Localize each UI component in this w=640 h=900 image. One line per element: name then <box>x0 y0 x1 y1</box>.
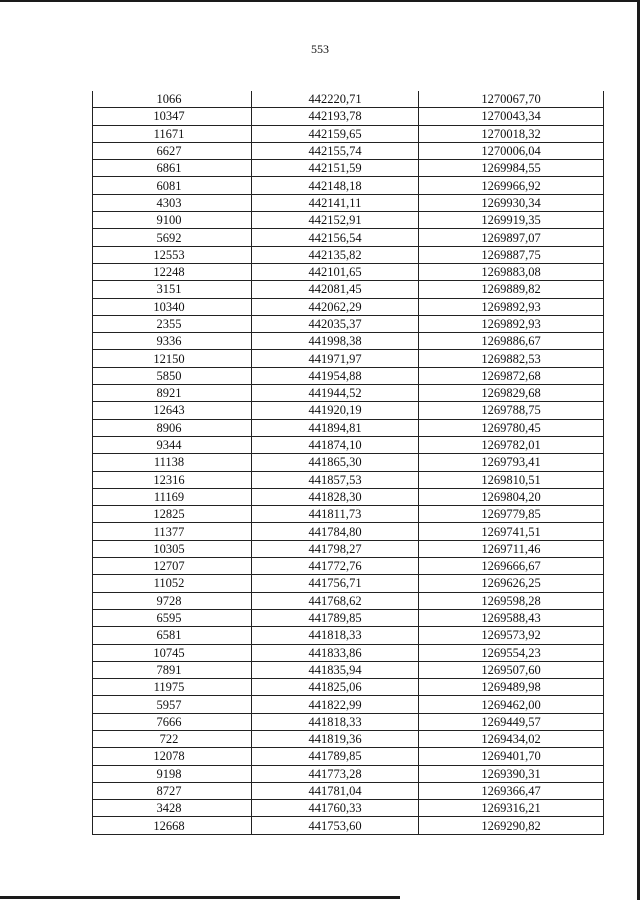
table-row <box>93 142 604 159</box>
y-coordinate-cell: 1270006,04 <box>419 142 604 159</box>
y-coordinate-cell: 1269316,21 <box>419 800 604 817</box>
x-coordinate-cell: 441835,94 <box>252 661 419 678</box>
point-number-cell: 9100 <box>93 212 252 229</box>
x-coordinate-cell: 441789,85 <box>252 748 419 765</box>
table-row <box>93 748 604 765</box>
point-number-cell: 2355 <box>93 315 252 332</box>
x-coordinate-cell: 441789,85 <box>252 609 419 626</box>
x-coordinate-cell: 441828,30 <box>252 488 419 505</box>
y-coordinate-cell: 1269366,47 <box>419 782 604 799</box>
table-row <box>93 782 604 799</box>
y-coordinate-cell: 1269782,01 <box>419 436 604 453</box>
table-row <box>93 575 604 592</box>
table-row <box>93 817 604 834</box>
point-number-cell: 10745 <box>93 644 252 661</box>
page-number: 553 <box>311 42 329 56</box>
point-number-cell: 9198 <box>93 765 252 782</box>
table-row <box>93 108 604 125</box>
table-row <box>93 91 604 108</box>
y-coordinate-cell: 1269779,85 <box>419 506 604 523</box>
y-coordinate-cell: 1269788,75 <box>419 402 604 419</box>
x-coordinate-cell: 441944,52 <box>252 385 419 402</box>
y-coordinate-cell: 1269804,20 <box>419 488 604 505</box>
x-coordinate-cell: 441753,60 <box>252 817 419 834</box>
point-number-cell: 8906 <box>93 419 252 436</box>
y-coordinate-cell: 1269966,92 <box>419 177 604 194</box>
table-row <box>93 730 604 747</box>
point-number-cell: 11377 <box>93 523 252 540</box>
x-coordinate-cell: 442193,78 <box>252 108 419 125</box>
point-number-cell: 6081 <box>93 177 252 194</box>
table-row <box>93 246 604 263</box>
y-coordinate-cell: 1269810,51 <box>419 471 604 488</box>
y-coordinate-cell: 1269930,34 <box>419 194 604 211</box>
table-row <box>93 194 604 211</box>
x-coordinate-cell: 442155,74 <box>252 142 419 159</box>
table-row <box>93 471 604 488</box>
y-coordinate-cell: 1269897,07 <box>419 229 604 246</box>
y-coordinate-cell: 1269401,70 <box>419 748 604 765</box>
x-coordinate-cell: 441894,81 <box>252 419 419 436</box>
point-number-cell: 6595 <box>93 609 252 626</box>
point-number-cell: 5850 <box>93 367 252 384</box>
table-row <box>93 661 604 678</box>
x-coordinate-cell: 441781,04 <box>252 782 419 799</box>
point-number-cell: 3151 <box>93 281 252 298</box>
y-coordinate-cell: 1269434,02 <box>419 730 604 747</box>
x-coordinate-cell: 441819,36 <box>252 730 419 747</box>
table-row <box>93 800 604 817</box>
x-coordinate-cell: 442101,65 <box>252 263 419 280</box>
table-row <box>93 315 604 332</box>
point-number-cell: 5957 <box>93 696 252 713</box>
y-coordinate-cell: 1269793,41 <box>419 454 604 471</box>
x-coordinate-cell: 441825,06 <box>252 679 419 696</box>
table-row <box>93 540 604 557</box>
y-coordinate-cell: 1270067,70 <box>419 91 604 108</box>
point-number-cell: 722 <box>93 730 252 747</box>
table-row <box>93 454 604 471</box>
y-coordinate-cell: 1269666,67 <box>419 558 604 575</box>
point-number-cell: 12316 <box>93 471 252 488</box>
table-row <box>93 419 604 436</box>
x-coordinate-cell: 442220,71 <box>252 91 419 108</box>
table-row <box>93 627 604 644</box>
x-coordinate-cell: 442141,11 <box>252 194 419 211</box>
point-number-cell: 11169 <box>93 488 252 505</box>
y-coordinate-cell: 1269780,45 <box>419 419 604 436</box>
x-coordinate-cell: 442062,29 <box>252 298 419 315</box>
y-coordinate-cell: 1269872,68 <box>419 367 604 384</box>
table-row <box>93 385 604 402</box>
x-coordinate-cell: 441822,99 <box>252 696 419 713</box>
y-coordinate-cell: 1269554,23 <box>419 644 604 661</box>
x-coordinate-cell: 442151,59 <box>252 160 419 177</box>
x-coordinate-cell: 442159,65 <box>252 125 419 142</box>
table-row <box>93 281 604 298</box>
table-row <box>93 713 604 730</box>
table-row <box>93 298 604 315</box>
x-coordinate-cell: 442081,45 <box>252 281 419 298</box>
x-coordinate-cell: 441920,19 <box>252 402 419 419</box>
table-row <box>93 367 604 384</box>
point-number-cell: 5692 <box>93 229 252 246</box>
point-number-cell: 12553 <box>93 246 252 263</box>
y-coordinate-cell: 1269883,08 <box>419 263 604 280</box>
table-row <box>93 696 604 713</box>
table-row <box>93 229 604 246</box>
point-number-cell: 8727 <box>93 782 252 799</box>
point-number-cell: 8921 <box>93 385 252 402</box>
point-number-cell: 6627 <box>93 142 252 159</box>
y-coordinate-cell: 1269573,92 <box>419 627 604 644</box>
x-coordinate-cell: 441756,71 <box>252 575 419 592</box>
y-coordinate-cell: 1269889,82 <box>419 281 604 298</box>
y-coordinate-cell: 1269829,68 <box>419 385 604 402</box>
y-coordinate-cell: 1269919,35 <box>419 212 604 229</box>
x-coordinate-cell: 441811,73 <box>252 506 419 523</box>
x-coordinate-cell: 441818,33 <box>252 713 419 730</box>
x-coordinate-cell: 441998,38 <box>252 333 419 350</box>
y-coordinate-cell: 1269882,53 <box>419 350 604 367</box>
table-row <box>93 488 604 505</box>
point-number-cell: 12707 <box>93 558 252 575</box>
y-coordinate-cell: 1269489,98 <box>419 679 604 696</box>
y-coordinate-cell: 1269449,57 <box>419 713 604 730</box>
x-coordinate-cell: 441954,88 <box>252 367 419 384</box>
y-coordinate-cell: 1269711,46 <box>419 540 604 557</box>
y-coordinate-cell: 1269741,51 <box>419 523 604 540</box>
y-coordinate-cell: 1269892,93 <box>419 298 604 315</box>
point-number-cell: 10305 <box>93 540 252 557</box>
table-row <box>93 765 604 782</box>
point-number-cell: 9728 <box>93 592 252 609</box>
x-coordinate-cell: 441857,53 <box>252 471 419 488</box>
x-coordinate-cell: 441772,76 <box>252 558 419 575</box>
point-number-cell: 12825 <box>93 506 252 523</box>
point-number-cell: 3428 <box>93 800 252 817</box>
table-row <box>93 506 604 523</box>
table-body <box>93 91 604 834</box>
table-row <box>93 125 604 142</box>
y-coordinate-cell: 1269984,55 <box>419 160 604 177</box>
table-row <box>93 402 604 419</box>
y-coordinate-cell: 1269892,93 <box>419 315 604 332</box>
table-row <box>93 592 604 609</box>
table-row <box>93 350 604 367</box>
point-number-cell: 10340 <box>93 298 252 315</box>
scan-edge-top <box>0 0 640 2</box>
y-coordinate-cell: 1269290,82 <box>419 817 604 834</box>
point-number-cell: 6581 <box>93 627 252 644</box>
point-number-cell: 11975 <box>93 679 252 696</box>
y-coordinate-cell: 1269626,25 <box>419 575 604 592</box>
y-coordinate-cell: 1269462,00 <box>419 696 604 713</box>
point-number-cell: 1066 <box>93 91 252 108</box>
point-number-cell: 7891 <box>93 661 252 678</box>
y-coordinate-cell: 1269390,31 <box>419 765 604 782</box>
point-number-cell: 12643 <box>93 402 252 419</box>
x-coordinate-cell: 441874,10 <box>252 436 419 453</box>
x-coordinate-cell: 441798,27 <box>252 540 419 557</box>
table-row <box>93 212 604 229</box>
x-coordinate-cell: 442135,82 <box>252 246 419 263</box>
x-coordinate-cell: 441971,97 <box>252 350 419 367</box>
x-coordinate-cell: 441865,30 <box>252 454 419 471</box>
x-coordinate-cell: 441768,62 <box>252 592 419 609</box>
x-coordinate-cell: 442035,37 <box>252 315 419 332</box>
table-row <box>93 558 604 575</box>
y-coordinate-cell: 1269507,60 <box>419 661 604 678</box>
x-coordinate-cell: 442148,18 <box>252 177 419 194</box>
x-coordinate-cell: 441833,86 <box>252 644 419 661</box>
point-number-cell: 11052 <box>93 575 252 592</box>
point-number-cell: 12078 <box>93 748 252 765</box>
y-coordinate-cell: 1269887,75 <box>419 246 604 263</box>
point-number-cell: 10347 <box>93 108 252 125</box>
x-coordinate-cell: 441760,33 <box>252 800 419 817</box>
point-number-cell: 12248 <box>93 263 252 280</box>
table-row <box>93 263 604 280</box>
y-coordinate-cell: 1270043,34 <box>419 108 604 125</box>
point-number-cell: 6861 <box>93 160 252 177</box>
point-number-cell: 12150 <box>93 350 252 367</box>
point-number-cell: 11138 <box>93 454 252 471</box>
point-number-cell: 4303 <box>93 194 252 211</box>
table-row <box>93 333 604 350</box>
table-row <box>93 644 604 661</box>
point-number-cell: 12668 <box>93 817 252 834</box>
y-coordinate-cell: 1269886,67 <box>419 333 604 350</box>
x-coordinate-cell: 442152,91 <box>252 212 419 229</box>
table-row <box>93 177 604 194</box>
point-number-cell: 7666 <box>93 713 252 730</box>
y-coordinate-cell: 1269588,43 <box>419 609 604 626</box>
point-number-cell: 9344 <box>93 436 252 453</box>
table-row <box>93 436 604 453</box>
y-coordinate-cell: 1269598,28 <box>419 592 604 609</box>
x-coordinate-cell: 441818,33 <box>252 627 419 644</box>
y-coordinate-cell: 1270018,32 <box>419 125 604 142</box>
coordinates-table <box>92 91 604 835</box>
table-row <box>93 523 604 540</box>
x-coordinate-cell: 441773,28 <box>252 765 419 782</box>
x-coordinate-cell: 442156,54 <box>252 229 419 246</box>
point-number-cell: 11671 <box>93 125 252 142</box>
x-coordinate-cell: 441784,80 <box>252 523 419 540</box>
table-row <box>93 609 604 626</box>
scan-edge-bottom <box>0 896 400 899</box>
table-row <box>93 679 604 696</box>
table-row <box>93 160 604 177</box>
point-number-cell: 9336 <box>93 333 252 350</box>
